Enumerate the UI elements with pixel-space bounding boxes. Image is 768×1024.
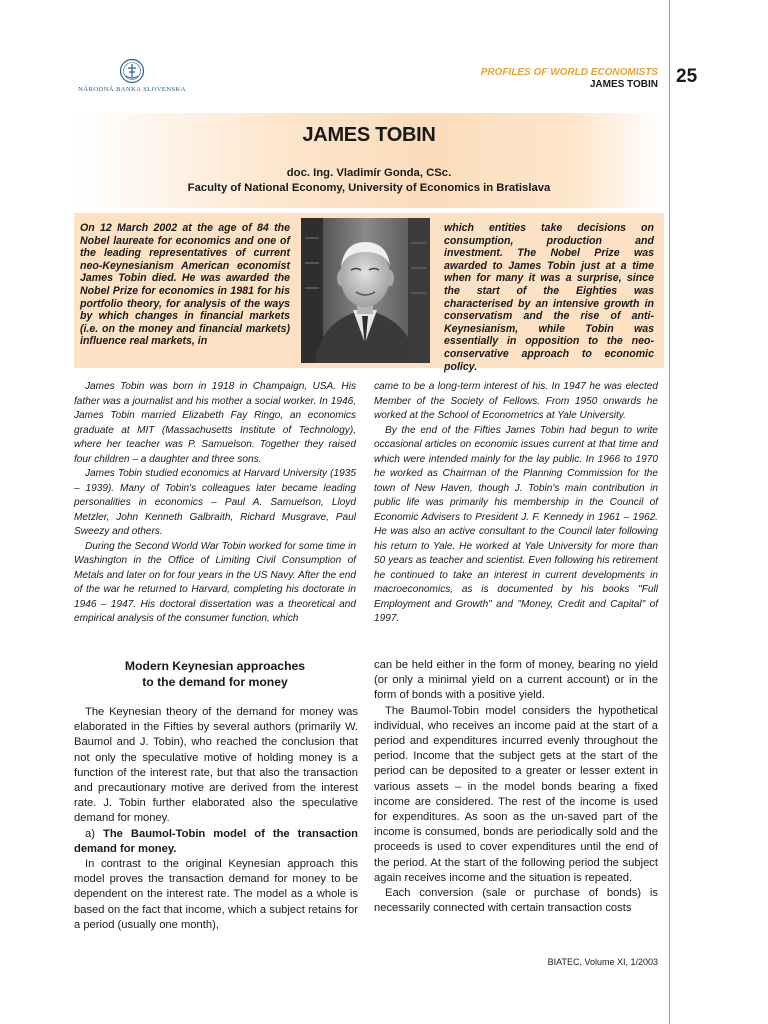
paragraph (74, 827, 358, 857)
paragraph: can be held either in the form of money, bearing no yield (or only a minimal yield on a current account) or in the form of bonds with a positive yield. (374, 659, 658, 702)
portrait-image (301, 218, 430, 363)
section-header (481, 67, 658, 91)
list-marker: a) (85, 827, 103, 840)
section-right-column (374, 658, 658, 916)
abstract-left: On 12 March 2002 at the age of 84 the Nobel laureate for economics and one of the leading representatives of current neo-Keynesianism American economist James Tobin died. He was awarded the Nobel Prize for economics in 1981 for his portfolio theory, for analysis of the ways by which changes in financial markets (i.e. on the money and financial markets) influence real markets, in (80, 222, 290, 348)
portrait-photo (301, 218, 430, 363)
author-block (74, 166, 664, 196)
bank-name: NÁRODNÁ BANKA SLOVENSKA (78, 86, 186, 93)
paragraph: James Tobin was born in 1918 in Champaign, USA. His father was a journalist and his mother a social worker. In 1946, James Tobin married Elizabeth Fay Ringo, an economics graduate at MIT (Massachusetts Institute of Technology), where her teacher was P. Samuelson. Together they raised four children – a daughter and three sons. (74, 381, 356, 465)
paragraph: By the end of the Fifties James Tobin had begun to write occasional articles on economic issues current at that time and which were intended mainly for the lay public. In 1966 to 1970 he worked as Chairman of the Planning Commission for the town of New Haven, though J. Tobin's main contribution in public life was primarily his membership in the Council of Economic Advisers to President J. F. Kennedy in 1961 – 1962. He was also an active consultant to the Council later following his return to Yale. He worked at Yale University for more than 50 years as teacher and scientist. Even following his retirement he continued to take an interest in current developments in macroeconomics, as is documented by his books "Full Employment and Growth" and "Money, Credit and Capital" of 1997. (374, 424, 658, 624)
author-affiliation: Faculty of National Economy, University of Economics in Bratislava (187, 182, 551, 194)
biography-left-column (74, 380, 356, 627)
footer-citation: BIATEC, Volume XI, 1/2003 (547, 957, 658, 967)
bank-emblem-icon (119, 58, 145, 84)
paragraph: The Baumol-Tobin model considers the hypothetical individual, who receives an income paid at the start of a period and expenditures incurred evenly throughout the period. Income that the subject gets at the start of the period can be deposited to a greater or lesser extent in various assets – in the model bonds bearing a fixed income are considered. The rest of the income is used for expenditures. As soon as the un-saved part of the income is consumed, bonds are periodically sold and the proceeds is used to cover expenditures until the end of the period. At the start of the following period the subject again receives income and the situation is repeated. (374, 704, 658, 884)
paragraph: came to be a long-term interest of his. In 1947 he was elected Member of the Society of Fellows. From 1950 onwards he worked at the School of Econometrics at Yale University. (374, 381, 658, 421)
section-heading-line: to the demand for money (142, 675, 288, 689)
section-heading (74, 658, 356, 690)
section-left-column (74, 705, 358, 933)
author-name: doc. Ing. Vladimír Gonda, CSc. (286, 167, 452, 179)
section-subtitle: JAMES TOBIN (589, 79, 658, 90)
section-title: PROFILES OF WORLD ECONOMISTS (480, 67, 658, 78)
paragraph: James Tobin studied economics at Harvard University (1935 – 1939). Many of Tobin's colleagues later became leading personalities in economics – Paul A. Samuelson, Lloyd Metzler, John Kenneth Galbraith, Richard Musgrave, Paul Sweezy and others. (74, 468, 356, 537)
margin-rule (669, 0, 670, 1024)
section-heading-line: Modern Keynesian approaches (124, 659, 306, 673)
bank-logo (76, 58, 188, 93)
paragraph: In contrast to the original Keynesian approach this model proves the transaction demand for money to be dependent on the interest rate. The model as a whole is based on the fact that income, which a subject retains for a period (usually one month), (74, 858, 358, 931)
paragraph: During the Second World War Tobin worked for some time in Washington in the Office of Limiting Civil Consumption of Metals and later on for four years in the US Navy. After the end of the war he returned to Harvard, completing his doctorate in 1946 – 1947. His doctoral dissertation was a theoretical and empirical analysis of the consumer function, which (74, 540, 356, 624)
subheading: The Baumol-Tobin model of the transaction demand for money. (74, 827, 358, 855)
biography-right-column (374, 380, 658, 627)
article-title: JAMES TOBIN (302, 124, 436, 146)
page-number: 25 (676, 66, 698, 87)
paragraph: The Keynesian theory of the demand for money was elaborated in the Fifties by several authors (primarily W. Baumol and J. Tobin), who reached the conclusion that not only the speculative motive of holding money is a function of the interest rate, but that also the transaction and precautionary motive are derived from the interest rate. J. Tobin further elaborated also the speculative demand for money. (74, 706, 358, 825)
abstract-right: which entities take decisions on consumption, production and investment. The Nobel Prize was awarded to James Tobin just at a time when for many it was a surprise, since the start of the Eighties was characterised by an intensive growth in conservatism and the rise of anti-Keynesianism, while Tobin was essentially in opposition to the neo-conservative approach to economic policy. (444, 222, 654, 373)
paragraph: Each conversion (sale or purchase of bonds) is necessarily connected with certain transaction costs (374, 887, 658, 915)
